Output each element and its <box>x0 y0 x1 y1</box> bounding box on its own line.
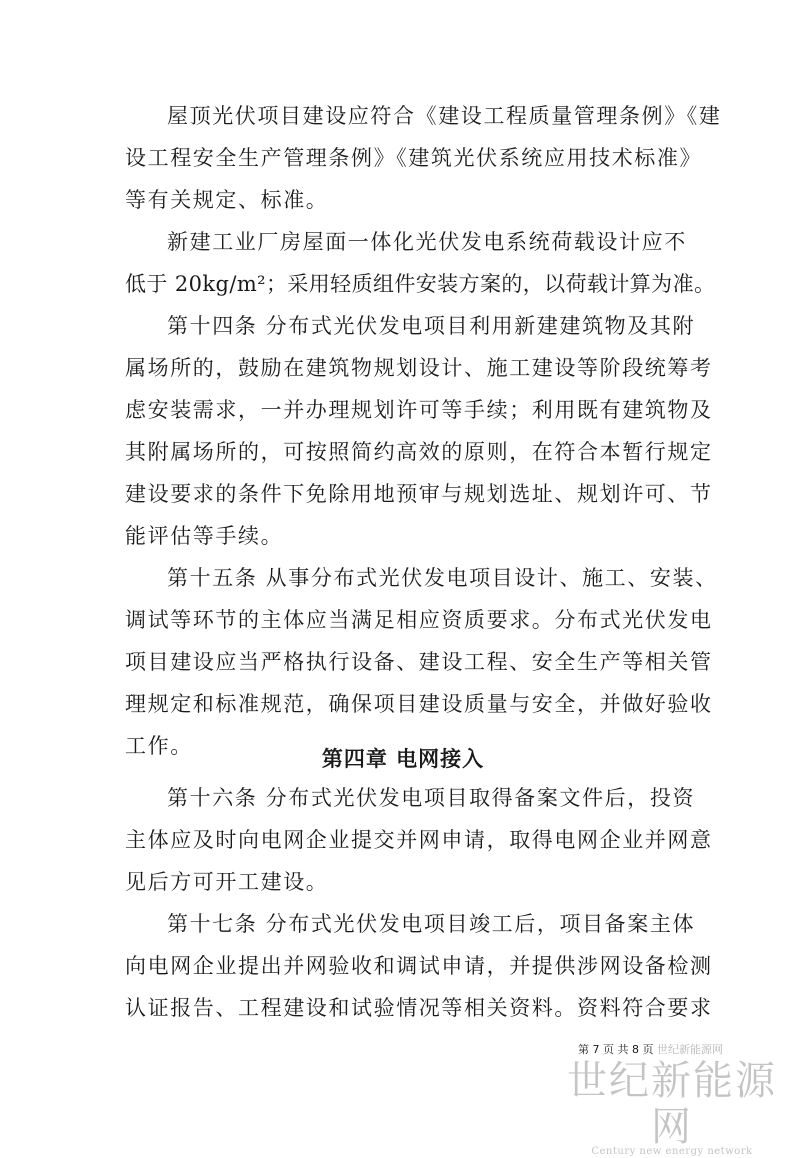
paragraph-line: 设工程安全生产管理条例》《建筑光伏系统应用技术标准》 <box>125 146 703 170</box>
paragraph-line: 属场所的，鼓励在建筑物规划设计、施工建设等阶段统筹考 <box>125 356 713 380</box>
paragraph-line: 虑安装需求，一并办理规划许可等手续；利用既有建筑物及 <box>125 398 713 422</box>
paragraph-line: 低于 20kg/m²；采用轻质组件安装方案的，以荷载计算为准。 <box>125 272 716 296</box>
paragraph-line: 主体应及时向电网企业提交并网申请，取得电网企业并网意 <box>125 828 713 852</box>
paragraph-line: 见后方可开工建设。 <box>125 870 329 894</box>
paragraph-line: 项目建设应当严格执行设备、建设工程、安全生产等相关管 <box>125 650 713 674</box>
paragraph-line: 建设要求的条件下免除用地预审与规划选址、规划许可、节 <box>125 482 713 506</box>
paragraph-line: 第十五条 从事分布式光伏发电项目设计、施工、安装、 <box>167 566 718 590</box>
page-number: 第 7 页 共 8 页 <box>578 1043 654 1056</box>
watermark-english: Century new energy network <box>591 1146 753 1157</box>
watermark <box>560 1058 784 1157</box>
paragraph-line: 第十六条 分布式光伏发电项目取得备案文件后，投资 <box>167 786 696 810</box>
paragraph-line: 第十七条 分布式光伏发电项目竣工后，项目备案主体 <box>167 912 696 936</box>
paragraph-line: 屋顶光伏项目建设应符合《建设工程质量管理条例》《建 <box>167 104 722 128</box>
paragraph-line: 能评估等手续。 <box>125 524 284 548</box>
paragraph-line: 新建工业厂房屋面一体化光伏发电系统荷载设计应不 <box>167 230 687 254</box>
paragraph-line: 等有关规定、标准。 <box>125 188 329 212</box>
paragraph-line: 第十四条 分布式光伏发电项目利用新建建筑物及其附 <box>167 314 696 338</box>
paragraph-line: 理规定和标准规范，确保项目建设质量与安全，并做好验收 <box>125 692 713 716</box>
watermark-main: 世纪新能源网 <box>567 1058 777 1150</box>
paragraph-line: 认证报告、工程建设和试验情况等相关资料。资料符合要求 <box>125 996 713 1020</box>
footer-watermark: 世纪新能源网 <box>656 1043 723 1056</box>
paragraph-line: 调试等环节的主体应当满足相应资质要求。分布式光伏发电 <box>125 608 713 632</box>
paragraph-line: 向电网企业提出并网验收和调试申请，并提供涉网设备检测 <box>125 954 713 978</box>
paragraph-line: 其附属场所的，可按照简约高效的原则，在符合本暂行规定 <box>125 440 713 464</box>
paragraph-line: 工作。 <box>125 734 193 758</box>
page-footer <box>578 1040 723 1060</box>
chapter-heading: 第四章 电网接入 <box>321 747 485 771</box>
